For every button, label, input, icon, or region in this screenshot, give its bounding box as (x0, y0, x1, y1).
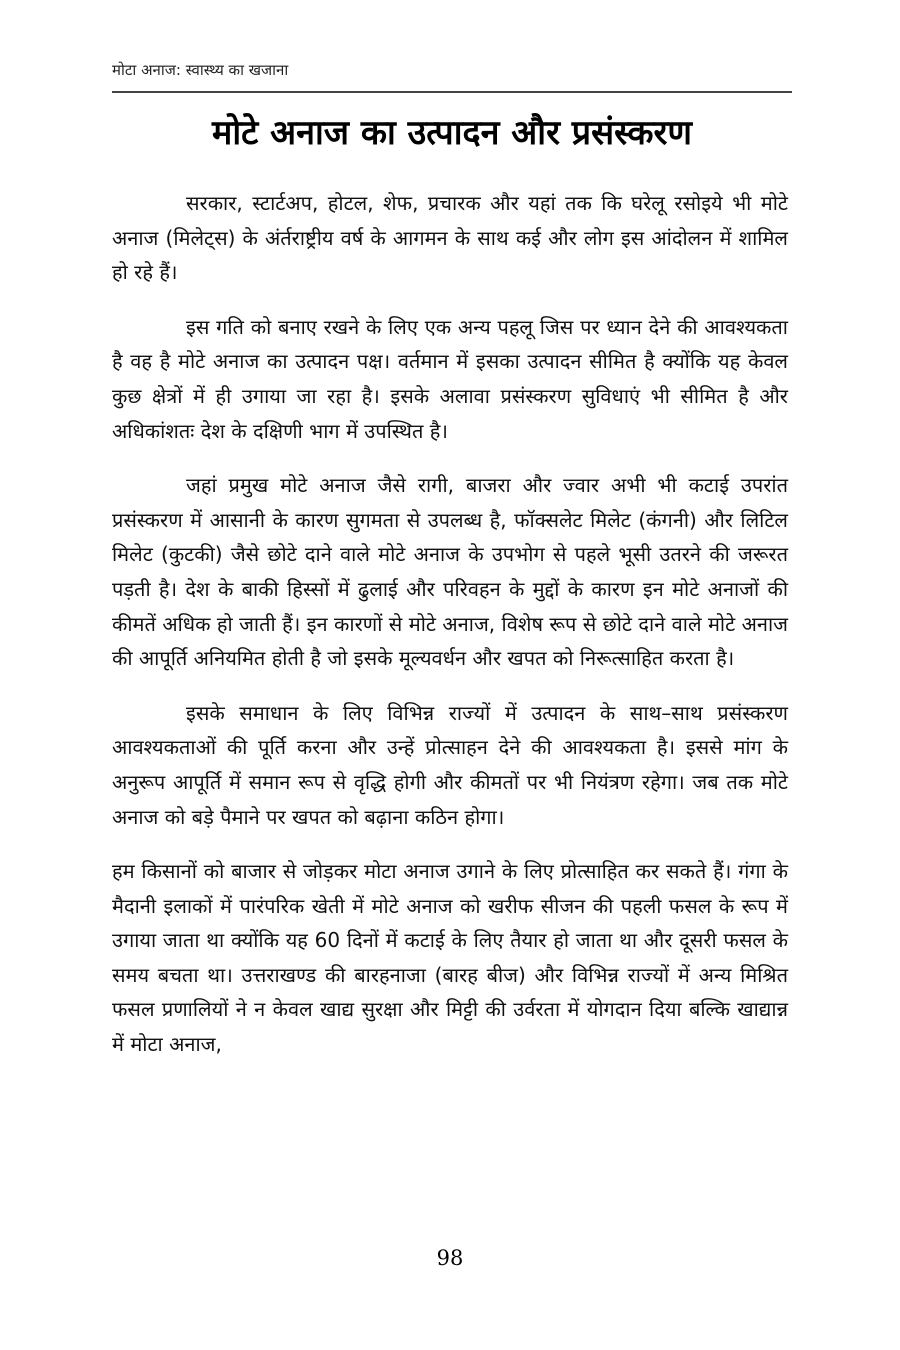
header-rule (112, 91, 792, 93)
page-number: 98 (436, 1246, 464, 1270)
paragraph-1: सरकार, स्टार्टअप, होटल, शेफ, प्रचारक और यहां तक कि घरेलू रसोइये भी मोटे अनाज (मिलेट्स) के अंर्तराष्ट्रीय वर्ष के आगमन के साथ कई और लोग इस आंदोलन में शामिल हो रहे हैं। (112, 191, 788, 285)
paragraph-4: इसके समाधान के लिए विभिन्न राज्यों में उत्पादन के साथ–साथ प्रसंस्करण आवश्यकताओं की पूर्ति करना और उन्हें प्रोत्साहन देने की आवश्यकता है। इससे मांग के अनुरूप आपूर्ति में समान रूप से वृद्धि होगी और कीमतों पर भी नियंत्रण रहेगा। जब तक मोटे अनाज को बड़े पैमाने पर खपत को बढ़ाना कठिन होगा। (112, 700, 788, 829)
paragraph-2: इस गति को बनाए रखने के लिए एक अन्य पहलू जिस पर ध्यान देने की आवश्यकता है वह है मोटे अनाज का उत्पादन पक्ष। वर्तमान में इसका उत्पादन सीमित है क्योंकि यह केवल कुछ क्षेत्रों में ही उगाया जा रहा है। इसके अलावा प्रसंस्करण सुविधाएं भी सीमित है और अधिकांशतः देश के दक्षिणी भाग में उपस्थित है। (112, 314, 788, 443)
body-text (112, 186, 788, 1082)
running-header: मोटा अनाज: स्वास्थ्य का खजाना (112, 61, 289, 79)
chapter-title: मोटे अनाज का उत्पादन और प्रसंस्करण (212, 113, 692, 153)
paragraph-3: जहां प्रमुख मोटे अनाज जैसे रागी, बाजरा और ज्वार अभी भी कटाई उपरांत प्रसंस्करण में आसानी के कारण सुगमता से उपलब्ध है, फॉक्सलेट मिलेट (कंगनी) और लिटिल मिलेट (कुटकी) जैसे छोटे दाने वाले मोटे अनाज के उपभोग से पहले भूसी उतरने की जरूरत पड़ती है। देश के बाकी हिस्सों में ढुलाई और परिवहन के मुद्दों के कारण इन मोटे अनाजों की कीमतें अधिक हो जाती हैं। इन कारणों से मोटे अनाज, विशेष रूप से छोटे दाने वाले मोटे अनाज की आपूर्ति अनियमित होती है जो इसके मूल्यवर्धन और खपत को निरूत्साहित करता है। (112, 473, 788, 671)
paragraph-5: हम किसानों को बाजार से जोड़कर मोटा अनाज उगाने के लिए प्रोत्साहित कर सकते हैं। गंगा के मैदानी इलाकों में पारंपरिक खेती में मोटे अनाज को खरीफ सीजन की पहली फसल के रूप में उगाया जाता था क्योंकि यह 60 दिनों में कटाई के लिए तैयार हो जाता था और दूसरी फसल के समय बचता था। उत्तराखण्ड की बारहनाजा (बारह बीज) और विभिन्न राज्यों में अन्य मिश्रित फसल प्रणालियों ने न केवल खाद्य सुरक्षा और मिट्टी की उर्वरता में योगदान दिया बल्कि खाद्यान्न में मोटा अनाज, (112, 859, 788, 1057)
